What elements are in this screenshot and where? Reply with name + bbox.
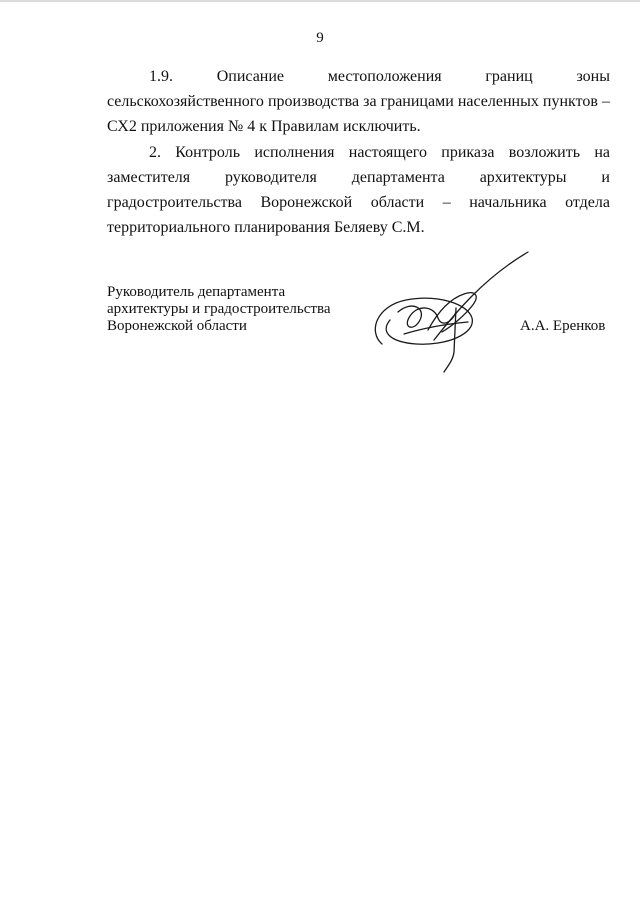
signatory-title-line: архитектуры и градостроительства: [107, 301, 331, 317]
signatory-title: [107, 284, 330, 335]
paragraph-2: 2. Контроль исполнения настоящего приказа возложить на заместителя руководителя департамента архитектуры и градостроительства Воронежской области – начальника отдела территориального планирования Беляеву С.М.: [107, 144, 610, 236]
signatory-title-line: Воронежской области: [107, 318, 247, 334]
handwritten-signature-icon: [368, 248, 538, 383]
page-number: 9: [316, 30, 324, 46]
paragraph-1-9: 1.9. Описание местоположения границ зоны сельскохозяйственного производства за границами населенных пунктов – СХ2 приложения № 4 к Правилам исключить.: [107, 68, 610, 135]
signatory-title-line: Руководитель департамента: [107, 284, 286, 300]
page-top-edge: [0, 0, 640, 2]
signer-name: А.А. Еренков: [520, 318, 606, 334]
